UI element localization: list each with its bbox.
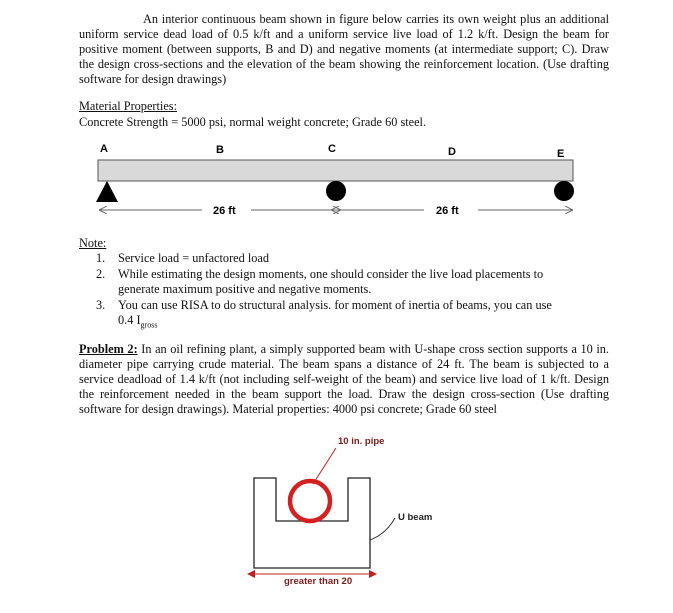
note-heading: Note: bbox=[79, 236, 107, 250]
point-label-a: A bbox=[100, 143, 108, 155]
point-label-d: D bbox=[448, 146, 456, 158]
point-label-c: C bbox=[328, 143, 336, 155]
pipe-label: 10 in. pipe bbox=[338, 436, 385, 447]
point-label-b: B bbox=[216, 144, 224, 156]
pipe-circle bbox=[290, 481, 330, 521]
material-heading: Material Properties: bbox=[79, 99, 178, 113]
u-beam-leader-line bbox=[370, 518, 395, 540]
span2-label: 26 ft bbox=[436, 205, 459, 217]
pipe-leader-line bbox=[313, 448, 336, 484]
point-label-e: E bbox=[557, 148, 565, 160]
problem2-paragraph: Problem 2: In an oil refining plant, a simply supported beam with U-shape cross section supports a 10 in. diameter pipe carrying crude material. The beam spans a distance of 24 ft. The beam is subjected to a service deadload of 1.4 k/ft (not including self-weight of the beam) and service live load of 1 k/ft. Design the reinforcement needed in the beam support the load. Draw the design cross-section (Use drafting software for design drawings). Material properties: 4000 psi concrete; Grade 60 steel bbox=[79, 342, 610, 416]
width-label: greater than 20 bbox=[284, 576, 353, 587]
span1-label: 26 ft bbox=[213, 205, 236, 217]
material-text: Concrete Strength = 5000 psi, normal weight concrete; Grade 60 steel. bbox=[79, 115, 427, 129]
problem1-intro: An interior continuous beam shown in figure below carries its own weight plus an additional uniform service dead load of 0.5 k/ft and a uniform service live load of 1.2 k/ft. Design the beam for positive moment (between supports, B and D) and negative moments (at intermediate support; C). Draw the design cross-sections and the elevation of the beam showing the reinforcement location. (Use drafting software for design drawings) bbox=[79, 12, 609, 86]
u-beam-label: U beam bbox=[398, 512, 433, 523]
